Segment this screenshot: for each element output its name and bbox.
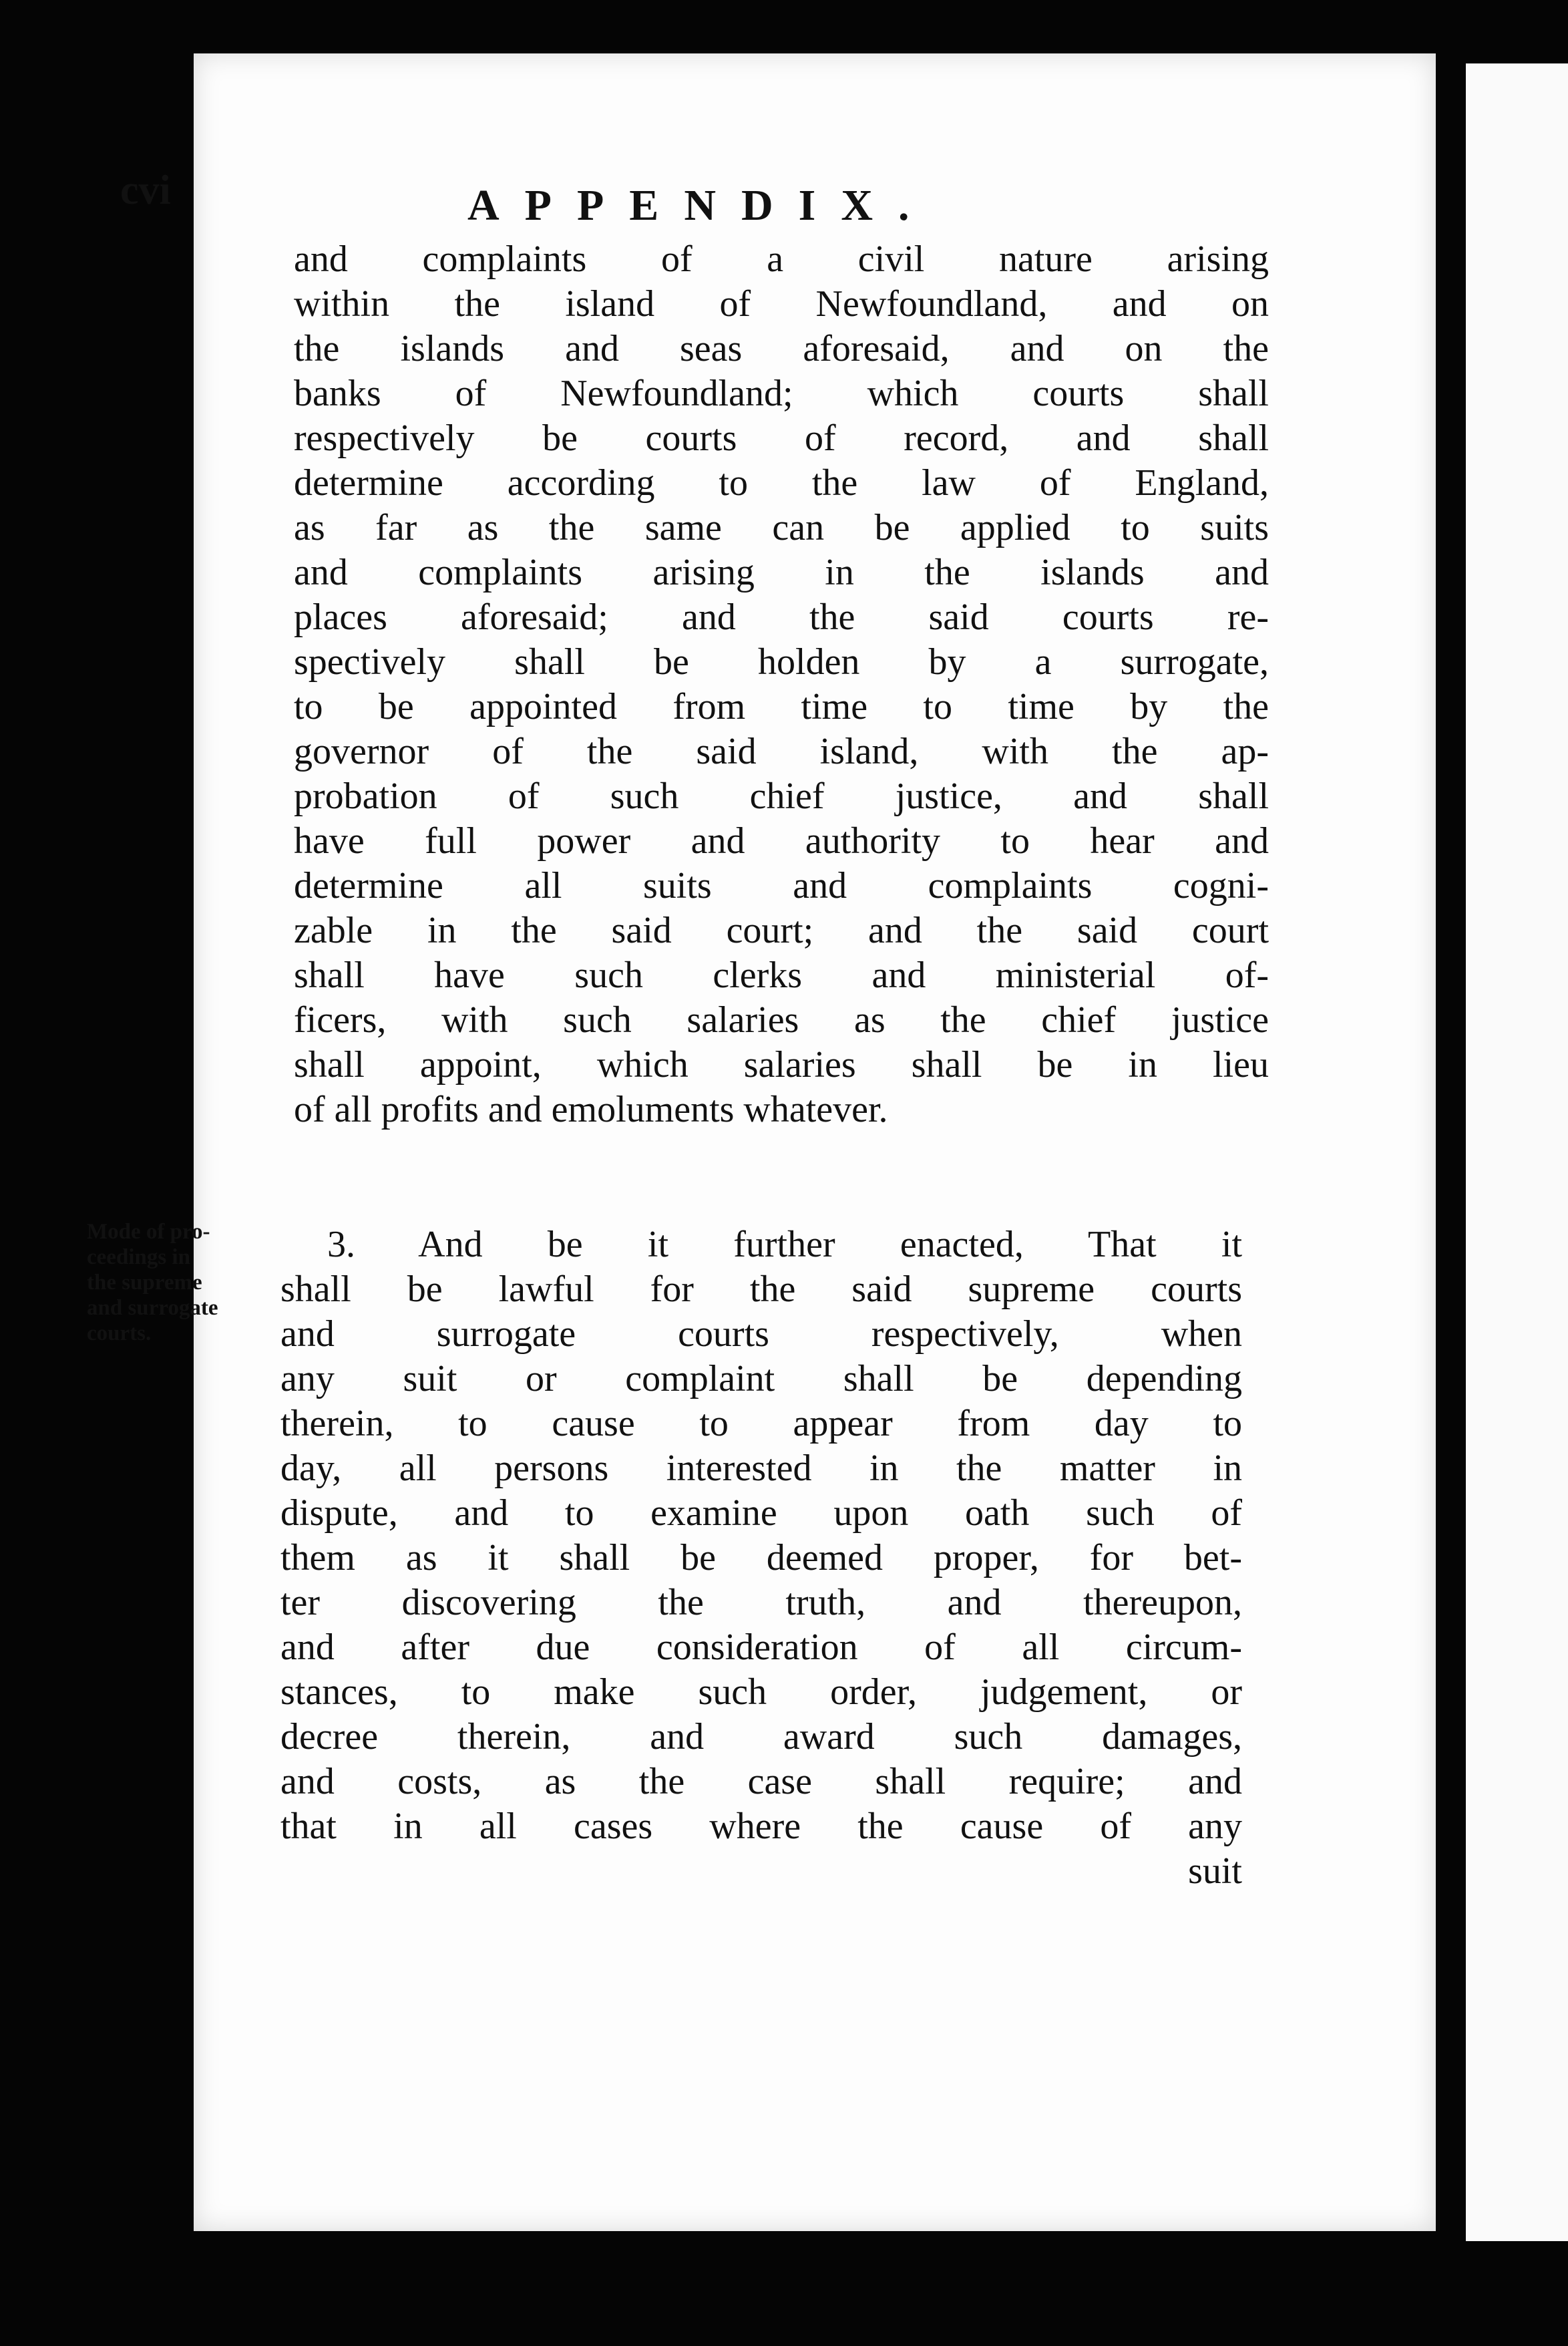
text-line: to be appointed from time to time by the (294, 686, 1269, 727)
text-line: that in all cases where the cause of any (280, 1806, 1242, 1847)
text-line: and after due consideration of all circum- (280, 1627, 1242, 1668)
text-line: zable in the said court; and the said court (294, 910, 1269, 951)
running-head: APPENDIX. (467, 181, 935, 230)
text-line: shall be lawful for the said supreme courts (280, 1269, 1242, 1310)
text-line: and surrogate courts respectively, when (280, 1313, 1242, 1355)
margin-note-line: courts. (87, 1321, 152, 1345)
text-line: therein, to cause to appear from day to (280, 1403, 1242, 1444)
paragraph-2 (280, 1222, 1242, 1894)
text-line: 3. And be it further enacted, That it (327, 1224, 1242, 1265)
text-line: as far as the same can be applied to suits (294, 507, 1269, 548)
page-number: cvi (120, 168, 171, 213)
paragraph-1 (294, 237, 1269, 1132)
adjacent-page-edge (1466, 63, 1568, 2241)
text-line: them as it shall be deemed proper, for bet- (280, 1537, 1242, 1578)
text-line: any suit or complaint shall be depending (280, 1358, 1242, 1399)
text-line: have full power and authority to hear and (294, 820, 1269, 862)
text-line: the islands and seas aforesaid, and on the (294, 328, 1269, 369)
text-line: spectively shall be holden by a surrogate, (294, 641, 1269, 683)
text-line: dispute, and to examine upon oath such of (280, 1492, 1242, 1534)
margin-note (87, 1219, 260, 1346)
text-line: day, all persons interested in the matter in (280, 1448, 1242, 1489)
text-line: determine according to the law of England, (294, 462, 1269, 504)
text-line: decree therein, and award such damages, (280, 1716, 1242, 1757)
margin-note-line: and surrogate (87, 1296, 218, 1320)
text-line: and complaints of a civil nature arising (294, 238, 1269, 280)
text-line: determine all suits and complaints cogni- (294, 865, 1269, 906)
text-line: shall have such clerks and ministerial of- (294, 955, 1269, 996)
text-line: ficers, with such salaries as the chief justice (294, 999, 1269, 1041)
text-line: places aforesaid; and the said courts re- (294, 597, 1269, 638)
text-line: shall appoint, which salaries shall be in lieu (294, 1044, 1269, 1085)
text-line: within the island of Newfoundland, and on (294, 283, 1269, 325)
margin-note-line: the supreme (87, 1271, 202, 1295)
text-line: ter discovering the truth, and thereupon, (280, 1582, 1242, 1623)
text-line: of all profits and emoluments whatever. (294, 1089, 888, 1130)
text-line: respectively be courts of record, and shall (294, 417, 1269, 459)
text-line: stances, to make such order, judgement, or (280, 1671, 1242, 1713)
text-line: banks of Newfoundland; which courts shall (294, 373, 1269, 414)
text-line: and complaints arising in the islands and (294, 552, 1269, 593)
text-line: governor of the said island, with the ap- (294, 731, 1269, 772)
catchword: suit (1188, 1850, 1242, 1892)
margin-note-line: Mode of pro- (87, 1220, 210, 1244)
text-line: probation of such chief justice, and shall (294, 776, 1269, 817)
margin-note-line: ceedings in (87, 1245, 190, 1269)
text-line: and costs, as the case shall require; and (280, 1761, 1242, 1802)
